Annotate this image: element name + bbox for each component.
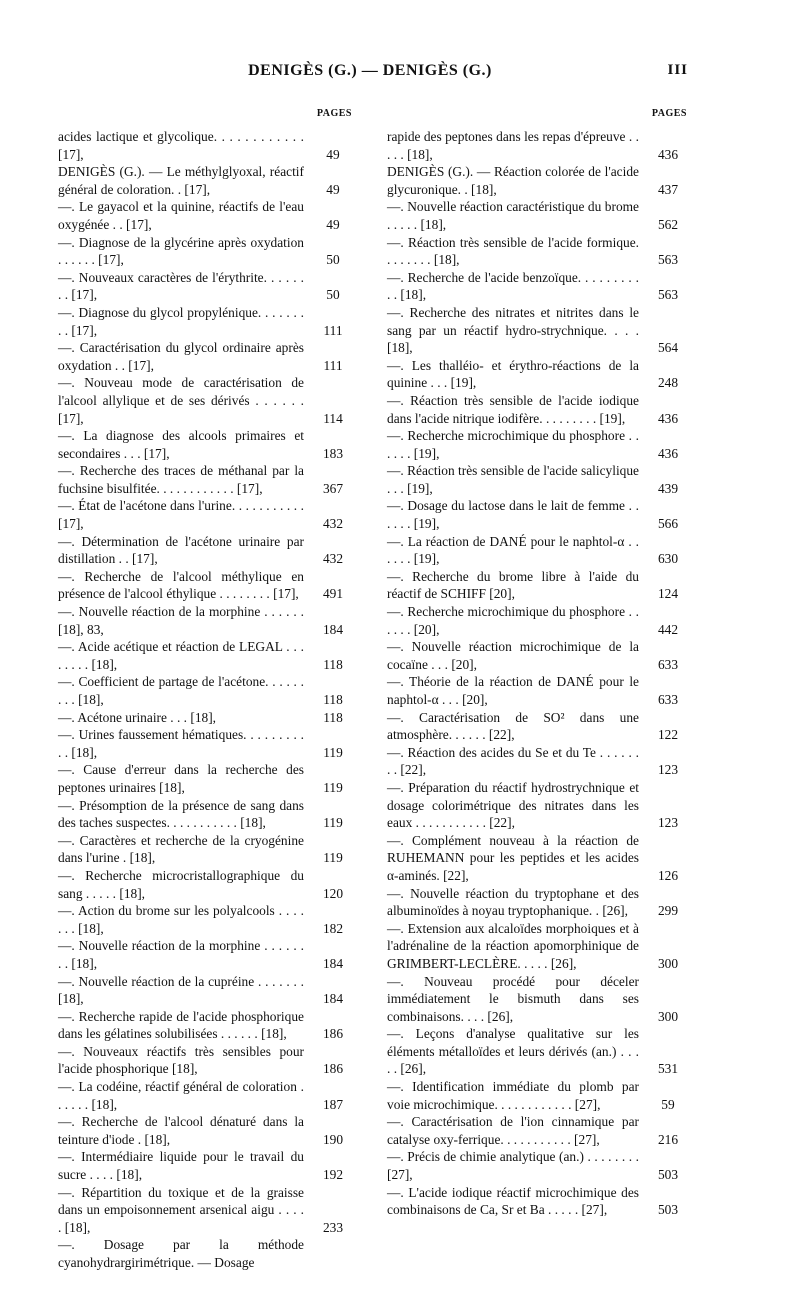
index-entry [58,1043,352,1078]
entry-page-number: 436 [657,410,679,426]
entry-page-number: 118 [323,692,343,707]
entry-text: —. Recherche de l'alcool dénaturé dans la teinture d'iode . [18], [58,1114,304,1147]
index-entry [58,163,352,198]
entry-text: —. Identification immédiate du plomb par voie microchimique. . . . . . . . . . . . [27], [387,1079,639,1112]
entry-page-number: 114 [323,410,343,426]
entry-page-number: 49 [326,181,340,197]
entry-text: —. Recherche de l'acide benzoïque. . . . . . . . . . . [18], [387,269,639,303]
entry-page-number: 503 [657,1202,679,1218]
index-entry [58,973,352,1008]
index-entry [387,1078,687,1113]
entry-page-number: 183 [322,445,344,461]
page-number: III [667,62,688,78]
entry-page-number: 437 [657,181,679,197]
index-entry [387,1025,687,1078]
index-entry [58,726,352,761]
entry-text: —. Action du brome sur les polyalcools . . . . . . . [18], [58,903,304,936]
entry-page-number: 192 [322,1167,344,1183]
entry-text: —. Caractérisation du glycol ordinaire après oxydation . . [17], [58,340,304,373]
entry-page-number: 566 [657,516,679,532]
entry-text: —. Nouvelle réaction de la morphine . . . . . . [18], 83, [58,604,304,637]
entry-text: —. Réaction très sensible de l'acide iodique dans l'acide nitrique iodifère. . . . . . . . . [19], [387,392,639,426]
entry-page-number: 442 [657,621,679,637]
index-entry [58,497,352,532]
entry-page-number: 216 [657,1131,679,1147]
index-entry [387,709,687,744]
entry-page-number: 111 [323,322,343,338]
entry-text: —. Acétone urinaire . . . [18], [58,709,217,725]
entry-page-number: 563 [657,287,679,303]
entry-text: —. Caractérisation de l'ion cinnamique par catalyse oxy-ferrique. . . . . . . . . . . [27], [387,1114,639,1147]
index-entry [58,269,352,304]
index-entry [58,427,352,462]
index-entry [58,867,352,902]
index-entry [58,339,352,374]
entry-text: —. Dosage du lactose dans le lait de femme . . . . . . [19], [387,498,639,532]
index-entry [387,392,687,427]
entry-text: —. Précis de chimie analytique (an.) . . . . . . . . [27], [387,1149,639,1183]
entry-page-number: 367 [322,480,344,496]
entry-text: —. Recherche microcristallographique du sang . . . . . [18], [58,867,304,901]
entry-page-number: 123 [657,762,679,778]
entry-text: —. Réaction des acides du Se et du Te . . . . . . . . [22], [387,744,639,778]
entry-text: —. Recherche rapide de l'acide phosphorique dans les gélatines solubilisées . . . . . . [18], [58,1008,304,1042]
index-entry [58,673,352,708]
index-entry [58,568,352,603]
entry-text: —. Nouveau mode de caractérisation de l'alcool allylique et de ses dérivés . . . . . . [17], [58,375,304,426]
index-entry [58,128,352,163]
entry-text: —. Urines faussement hématiques. . . . . . . . . . . [18], [58,727,304,760]
entry-page-number: 119 [323,850,343,866]
entry-page-number: 299 [657,903,679,919]
entry-text: rapide des peptones dans les repas d'épreuve . . . . . [18], [387,129,639,162]
entry-text: —. Théorie de la réaction de DANÉ pour le naphtol-α . . . [20], [387,674,639,707]
index-entry [58,1184,352,1237]
entry-text: DENIGÈS (G.). — Le méthylglyoxal, réactif général de coloration. . [17], [58,164,304,197]
index-entry [58,603,352,638]
entry-text: —. Dosage par la méthode cyanohydrargirimétrique. — Dosage [58,1237,304,1270]
index-entry [387,234,687,269]
entry-text: —. Nouvelle réaction de la morphine . . . . . . . . [18], [58,938,304,971]
index-entry [387,973,687,1026]
index-entry [58,198,352,233]
entry-page-number: 182 [322,920,344,936]
entry-text: —. Caractérisation de SO² dans une atmosphère. . . . . . [22], [387,709,639,743]
entry-text: —. Nouveaux caractères de l'érythrite. . . . . . . . [17], [58,269,304,303]
entry-text: —. Recherche du brome libre à l'aide du réactif de SCHIFF [20], [387,568,639,602]
index-entry [58,1113,352,1148]
index-entry [387,163,687,198]
index-entry [387,744,687,779]
entry-text: —. État de l'acétone dans l'urine. . . . . . . . . . . [17], [58,498,304,532]
entry-page-number: 126 [657,867,679,883]
entry-text: —. Préparation du réactif hydrostrychnique et dosage colorimétrique des nitrates dans les eaux . . . . . . . . . . . [22], [387,779,639,831]
entry-page-number: 436 [657,146,679,162]
entry-page-number: 633 [657,692,679,707]
entry-text: —. Coefficient de partage de l'acétone. . . . . . . . . [18], [58,674,304,707]
entry-text: —. Réaction très sensible de l'acide salicylique . . . [19], [387,463,639,496]
entry-text: —. Complément nouveau à la réaction de RUHEMANN pour les peptides et les acides α-aminés. [22], [387,832,639,883]
entry-text: acides lactique et glycolique. . . . . . . . . . . . [17], [58,129,304,162]
right-column [387,108,687,1219]
entry-text: —. Réaction très sensible de l'acide formique. . . . . . . . [18], [387,234,639,268]
index-entry [58,462,352,497]
entry-list [58,128,352,1272]
index-entry [58,304,352,339]
entry-page-number: 248 [657,375,679,391]
entry-page-number: 50 [326,252,340,268]
entry-text: —. La diagnose des alcools primaires et secondaires . . . [17], [58,428,304,461]
entry-page-number: 59 [661,1096,675,1112]
entry-text: —. Le gayacol et la quinine, réactifs de l'eau oxygénée . . [17], [58,199,304,232]
index-entry [387,357,687,392]
entry-page-number: 124 [657,586,679,602]
entry-page-number: 633 [657,656,679,672]
index-entry [387,1184,687,1219]
index-entry [58,761,352,796]
entry-page-number: 119 [323,779,343,795]
entry-page-number: 432 [322,516,344,532]
index-entry [58,1078,352,1113]
entry-page-number: 436 [657,445,679,461]
entry-text: —. Intermédiaire liquide pour le travail du sucre . . . . [18], [58,1149,304,1183]
entry-page-number: 563 [657,252,679,268]
index-entry [387,885,687,920]
index-entry [58,533,352,568]
entry-page-number: 186 [322,1026,344,1042]
entry-text: —. Cause d'erreur dans la recherche des peptones urinaires [18], [58,762,304,795]
entry-text: —. Les thalléio- et érythro-réactions de la quinine . . . [19], [387,357,639,391]
entry-page-number: 123 [657,815,679,831]
index-entry [387,779,687,832]
entry-page-number: 630 [657,551,679,567]
index-entry [58,1236,352,1271]
entry-text: —. Recherche microchimique du phosphore . . . . . . [20], [387,604,639,637]
entry-page-number: 120 [322,885,344,901]
index-entry [58,902,352,937]
entry-text: —. Recherche de l'alcool méthylique en présence de l'alcool éthylique . . . . . . . . [17], [58,568,304,602]
entry-page-number: 50 [326,287,340,303]
entry-page-number: 190 [322,1131,344,1147]
entry-page-number: 119 [323,744,343,760]
entry-page-number: 122 [657,727,679,743]
entry-text: —. Nouveau procédé pour déceler immédiatement le bismuth dans ses combinaisons. . . . [26], [387,973,639,1024]
index-entry [387,568,687,603]
running-header [0,62,800,92]
index-entry [387,1148,687,1183]
entry-text: —. Extension aux alcaloïdes morphoiques et à l'adrénaline de la réaction apomorphinique de GRIMBERT-LECLÈRE. . . . . [26], [387,920,639,971]
entry-page-number: 300 [657,955,679,971]
index-entry [387,638,687,673]
entry-text: —. Recherche microchimique du phosphore . . . . . . [19], [387,428,639,461]
entry-text: —. Acide acétique et réaction de LEGAL . . . . . . . . [18], [58,639,304,672]
entry-page-number: 439 [657,480,679,496]
pages-column-label: PAGES [316,108,352,119]
entry-text: —. La codéine, réactif général de coloration . . . . . . [18], [58,1079,304,1112]
pages-column-label: PAGES [651,108,687,119]
entry-text: —. Répartition du toxique et de la graisse dans un empoisonnement arsenical aigu . . . . . [18], [58,1184,304,1235]
index-entry [387,128,687,163]
index-entry [387,269,687,304]
entry-text: —. Nouveaux réactifs très sensibles pour l'acide phosphorique [18], [58,1043,304,1077]
index-entry [58,832,352,867]
entry-page-number: 503 [657,1167,679,1183]
entry-page-number: 118 [323,709,343,725]
entry-page-number: 233 [322,1219,344,1235]
entry-page-number: 300 [657,1008,679,1024]
index-entry [387,427,687,462]
entry-page-number: 564 [657,340,679,356]
entry-text: —. Nouvelle réaction microchimique de la cocaïne . . . [20], [387,639,639,672]
index-entry [58,797,352,832]
entry-page-number: 562 [657,216,679,232]
entry-text: —. Recherche des nitrates et nitrites dans le sang par un réactif hydro-strychnique. . . . [18], [387,304,639,356]
index-entry [58,234,352,269]
entry-page-number: 184 [322,991,344,1007]
entry-page-number: 531 [657,1061,679,1077]
entry-page-number: 184 [322,621,344,637]
entry-text: —. Présomption de la présence de sang dans des taches suspectes. . . . . . . . . . . [18], [58,797,304,831]
entry-text: —. L'acide iodique réactif microchimique des combinaisons de Ca, Sr et Ba . . . . . [27], [387,1184,639,1218]
index-entry [387,462,687,497]
entry-text: —. Recherche des traces de méthanal par la fuchsine bisulfitée. . . . . . . . . . . . [17], [58,463,304,496]
entry-text: —. Diagnose du glycol propylénique. . . . . . . . . [17], [58,304,304,338]
index-entry [58,374,352,427]
index-entry [387,497,687,532]
entry-page-number: 186 [322,1061,344,1077]
entry-page-number: 432 [322,551,344,567]
entry-text: DENIGÈS (G.). — Réaction colorée de l'acide glycuronique. . [18], [387,164,639,197]
left-column [58,108,352,1272]
index-entry [387,920,687,973]
entry-text: —. Caractères et recherche de la cryogénine dans l'urine . [18], [58,832,304,866]
index-entry [387,533,687,568]
index-entry [387,603,687,638]
entry-page-number: 49 [326,146,340,162]
entry-text: —. Diagnose de la glycérine après oxydation . . . . . . [17], [58,234,304,268]
entry-page-number: 491 [322,586,344,602]
index-entry [58,709,352,727]
entry-page-number: 49 [326,216,340,232]
entry-page-number: 184 [322,955,344,971]
entry-list [387,128,687,1219]
entry-text: —. Nouvelle réaction caractéristique du brome . . . . . [18], [387,199,639,232]
entry-page-number: 119 [323,815,343,831]
index-entry [58,1008,352,1043]
index-entry [387,832,687,885]
index-entry [387,673,687,708]
entry-page-number: 118 [323,656,343,672]
index-entry [58,638,352,673]
index-entry [58,1148,352,1183]
entry-text: —. Nouvelle réaction du tryptophane et des albuminoïdes à noyau tryptophanique. . [26], [387,885,639,919]
entry-text: —. Leçons d'analyse qualitative sur les éléments métalloïdes et leurs dérivés (an.) . . . . . [26], [387,1026,639,1077]
entry-page-number: 111 [323,357,343,373]
entry-text: —. Détermination de l'acétone urinaire par distillation . . [17], [58,533,304,567]
index-entry [387,304,687,357]
entry-page-number: 187 [322,1096,344,1112]
index-entry [58,937,352,972]
entry-text: —. La réaction de DANÉ pour le naphtol-α . . . . . . [19], [387,533,639,567]
header-title: DENIGÈS (G.) — DENIGÈS (G.) [248,62,492,79]
index-entry [387,198,687,233]
index-entry [387,1113,687,1148]
entry-text: —. Nouvelle réaction de la cupréine . . . . . . . [18], [58,973,304,1007]
